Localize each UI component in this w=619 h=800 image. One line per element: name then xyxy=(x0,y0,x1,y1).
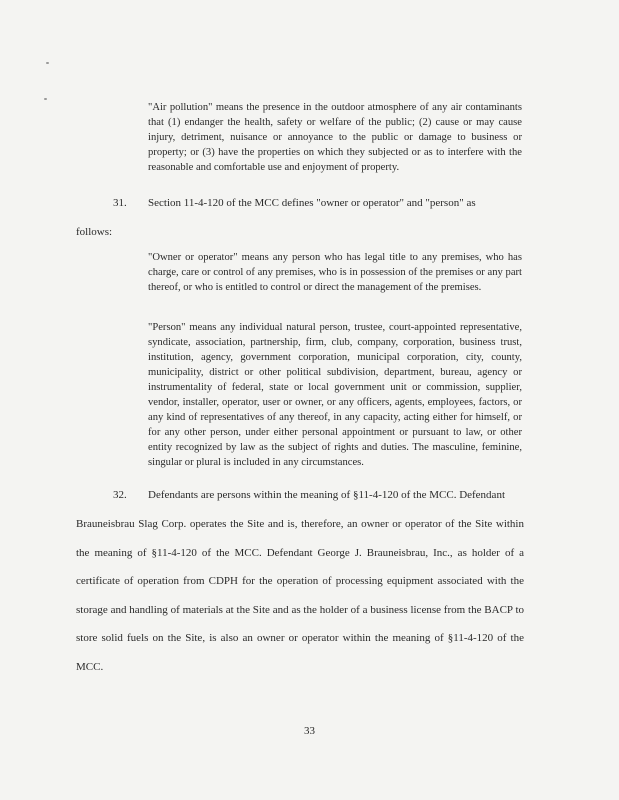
paragraph-32-body: Brauneisbrau Slag Corp. operates the Site and is, therefore, an owner or operator of the Site within the meaning of §11-4-120 of the MCC. Defendant George J. Brauneisbrau, Inc., as holder of a certificate of operation from CDPH for the operation of processing equipment associated with the storage and handling of materials at the Site and as the holder of a business license from the BACP to store solid fuels on the Site, is also an owner or operator within the meaning of §11-4-120 of the MCC. xyxy=(76,518,524,673)
paragraph-31-text: Section 11-4-120 of the MCC defines "owner or operator" and "person" as xyxy=(148,197,476,209)
scan-speck xyxy=(46,62,49,64)
paragraph-31-continuation: follows: xyxy=(76,226,113,238)
block-quote-owner-or-operator: "Owner or operator" means any person who has legal title to any premises, who has charge, care or control of any premises, who is in possession of the premises or any part thereof, or who is entitled to control or direct the management of the premises. xyxy=(148,252,522,293)
page-number: 33 xyxy=(304,725,315,737)
scan-speck xyxy=(44,98,47,100)
paragraph-number: 32. xyxy=(113,489,127,501)
paragraph-number: 31. xyxy=(113,197,127,209)
block-quote-air-pollution: "Air pollution" means the presence in the outdoor atmosphere of any air contaminants that (1) endanger the health, safety or welfare of the public; (2) cause or may cause injury, detriment, nuisance or annoyance to the public or damage to business or property; or (3) have the properties on which they subjected or as to interfere with the reasonable and comfortable use and enjoyment of property. xyxy=(148,102,522,173)
block-quote-person: "Person" means any individual natural person, trustee, court-appointed representative, syndicate, association, partnership, firm, club, company, corporation, business trust, institution, agency, government corporation, municipal corporation, city, county, municipality, district or other political subdivision, department, bureau, agency or instrumentality of federal, state or local government unit or commission, supplier, vendor, installer, operator, user or owner, or any officers, agents, employees, factors, or any kind of representatives of any thereof, in any capacity, acting either for himself, or for any other person, under either personal appointment or pursuant to law, or other entity recognized by law as the subject of rights and duties. The masculine, feminine, singular or plural is included in any circumstances. xyxy=(148,322,522,468)
paragraph-32-lead: Defendants are persons within the meaning of §11-4-120 of the MCC. Defendant xyxy=(148,489,506,501)
